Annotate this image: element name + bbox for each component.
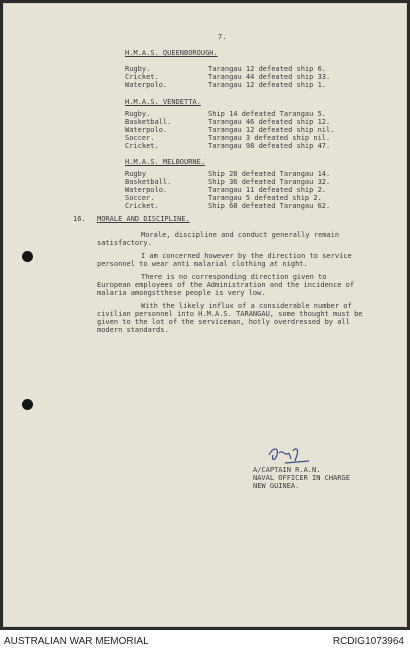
paragraph-line: given to the lot of the serviceman, hotly overdressed by all [97,318,350,326]
paragraph-line: satisfactory. [97,239,152,247]
paragraph-line: I am concerned however by the direction to service [141,252,352,260]
paragraph-line: civilian personnel into H.M.A.S. TARANGAU, some thought must be [97,310,363,318]
result-label: Cricket. [125,73,159,81]
footer-id: RCDIG1073964 [332,636,404,647]
result-value: Ship 36 defeated Tarangau 32. [208,178,331,186]
paragraph-line: Morale, discipline and conduct generally remain [141,231,340,239]
result-value: Tarangau 3 defeated ship nil. [208,134,331,142]
result-value: Tarangau 46 defeated ship 12. [208,118,331,126]
result-label: Rugby [125,170,147,178]
footer-source: AUSTRALIAN WAR MEMORIAL [4,636,149,647]
result-label: Waterpolo. [125,126,168,134]
result-value: Tarangau 98 defeated ship 47. [208,142,331,150]
archive-footer [0,630,410,653]
result-value: Tarangau 12 defeated ship 6. [208,65,327,73]
signature-title: NEW GUINEA. [253,482,300,490]
punch-hole [22,399,33,410]
paragraph-line: malaria amongstthese people is very low. [97,289,266,297]
result-value: Ship 28 defeated Tarangau 14. [208,170,331,178]
result-label: Soccer. [125,134,155,142]
section-title-vendetta: H.M.A.S. VENDETTA. [125,98,201,106]
result-label: Cricket. [125,142,159,150]
result-label: Rugby. [125,110,151,118]
result-label: Basketball. [125,178,172,186]
result-value: Tarangau 5 defeated ship 2. [208,194,322,202]
paragraph-line: personnel to wear anti malarial clothing at night. [97,260,308,268]
result-label: Basketball. [125,118,172,126]
paragraph-line: With the likely influx of a considerable number of [141,302,352,310]
result-value: Tarangau 11 defeated ship 2. [208,186,327,194]
result-value: Tarangau 12 defeated ship 1. [208,81,327,89]
punch-hole [22,251,33,262]
result-label: Waterpolo. [125,81,168,89]
result-label: Soccer. [125,194,155,202]
result-value: Tarangau 44 defeated ship 33. [208,73,331,81]
result-value: Ship 68 defeated Tarangau 62. [208,202,331,210]
section-number: 16. [73,215,86,223]
result-value: Ship 14 defeated Tarangau 5. [208,110,327,118]
signature-title: A/CAPTAIN R.A.N. [253,466,321,474]
section-title-queenborough: H.M.A.S. QUEENBOROUGH. [125,49,218,57]
handwritten-signature [265,443,311,467]
page-number: 7. [218,33,227,41]
result-label: Rugby. [125,65,151,73]
document-page [3,3,407,627]
section-heading-morale: MORALE AND DISCIPLINE. [97,215,190,223]
result-label: Cricket. [125,202,159,210]
paragraph-line: There is no corresponding direction given to [141,273,327,281]
paragraph-line: modern standards. [97,326,169,334]
result-label: Waterpolo. [125,186,168,194]
signature-title: NAVAL OFFICER IN CHARGE [253,474,350,482]
paragraph-line: European employees of the Administration and the incidence of [97,281,355,289]
result-value: Tarangau 12 defeated ship nil. [208,126,335,134]
section-title-melbourne: H.M.A.S. MELBOURNE. [125,158,206,166]
